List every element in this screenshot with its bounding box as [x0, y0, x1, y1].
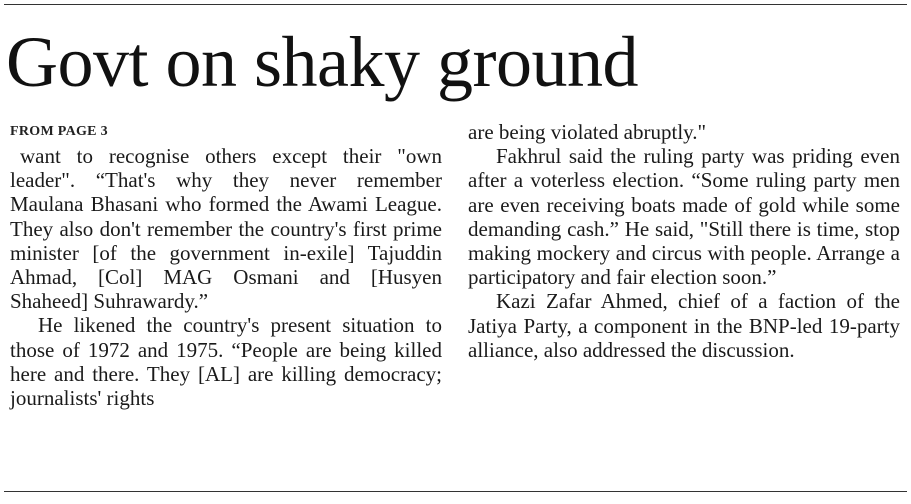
continuation-kicker: FROM PAGE 3 [10, 124, 108, 139]
paragraph: Kazi Zafar Ahmed, chief of a faction of the Jatiya Party, a component in the BNP-led 19-party alliance, also addressed the discussion. [468, 289, 900, 362]
paragraph: He likened the country's present situation to those of 1972 and 1975. “People are being killed here and there. They [AL] are killing democracy; journalists' rights [10, 313, 442, 411]
top-rule [4, 4, 907, 5]
paragraph: are being violated abruptly." [468, 120, 707, 144]
article-column-left [10, 144, 442, 410]
article-column-right [468, 120, 900, 362]
paragraph: want to recognise others except their "own leader". “That's why they never remember Maulana Bhasani who formed the Awami League. They also don't remember the country's first prime minister [of the government in-exile] Tajuddin Ahmad, [Col] MAG Osmani and [Husyen Shaheed] Suhrawardy.” [10, 144, 442, 314]
bottom-rule [4, 491, 907, 492]
paragraph: Fakhrul said the ruling party was priding even after a voterless election. “Some ruling party men are even receiving boats made of gold while some demanding cash.” He said, "Still there is time, stop making mockery and circus with people. Arrange a participatory and fair election soon.” [468, 144, 900, 290]
headline: Govt on shaky ground [6, 22, 638, 102]
